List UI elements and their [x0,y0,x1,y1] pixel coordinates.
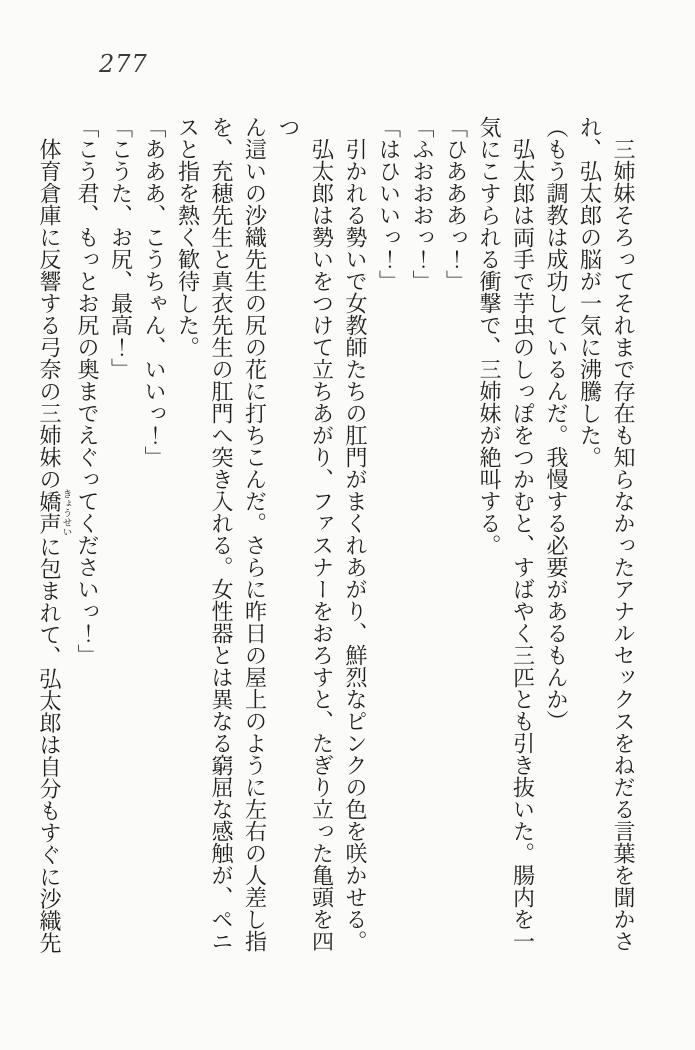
paragraph: 「こう君、もっとお尻の奥までえぐってくださいっ！」 [75,116,100,666]
text-block [33,116,641,954]
paragraph: 「はひいいっ！」 [376,116,402,292]
furigana: 嬌声きょうせい [37,489,71,537]
paragraph: 引かれる勢いで女教師たちの肛門がまくれあがり、鮮烈なピンクの色を咲かせる。 [343,138,368,952]
paragraph: 弘太郎は勢いをつけて立ちあがり、ファスナーをおろすと、たぎり立った亀頭を四つ ん這いの沙織先生の尻の花に打ちこんだ。さらに昨日の屋上のように左右の人差し指 を、充穂先生と真衣先生の肛門へ突き入れる。女性器とは異なる窮屈な感触が、ペニ スと指を熱く歓待した。 [175,116,335,952]
paragraph: 「ひあああっ！」 [443,116,469,292]
paragraph: （もう調教は成功しているんだ。我慢する必要があるもんか） [544,116,569,732]
paragraph: 三姉妹そろってそれまで存在も知らなかったアナルセックスをねだる言葉を聞かさ れ、弘太郎の脳が一気に沸騰した。 [577,116,636,952]
paragraph: 「あああ、こうちゃん、いいっ！」 [142,116,167,468]
paragraph: 体育倉庫に反響する弓奈の三姉妹の嬌声きょうせいに包まれて、弘太郎は自分もすぐに沙織先 [37,138,71,954]
page-number: 277 [99,50,148,78]
paragraph: 弘太郎は両手で芋虫のしっぽをつかむと、すばやく三匹とも引き抜いた。腸内を一 気にこすられる衝撃で、三姉妹が絶叫する。 [477,116,536,952]
paragraph: 「ふおおおっ！」 [410,116,435,292]
paragraph: 「こうた、お尻、最高！」 [108,116,134,380]
